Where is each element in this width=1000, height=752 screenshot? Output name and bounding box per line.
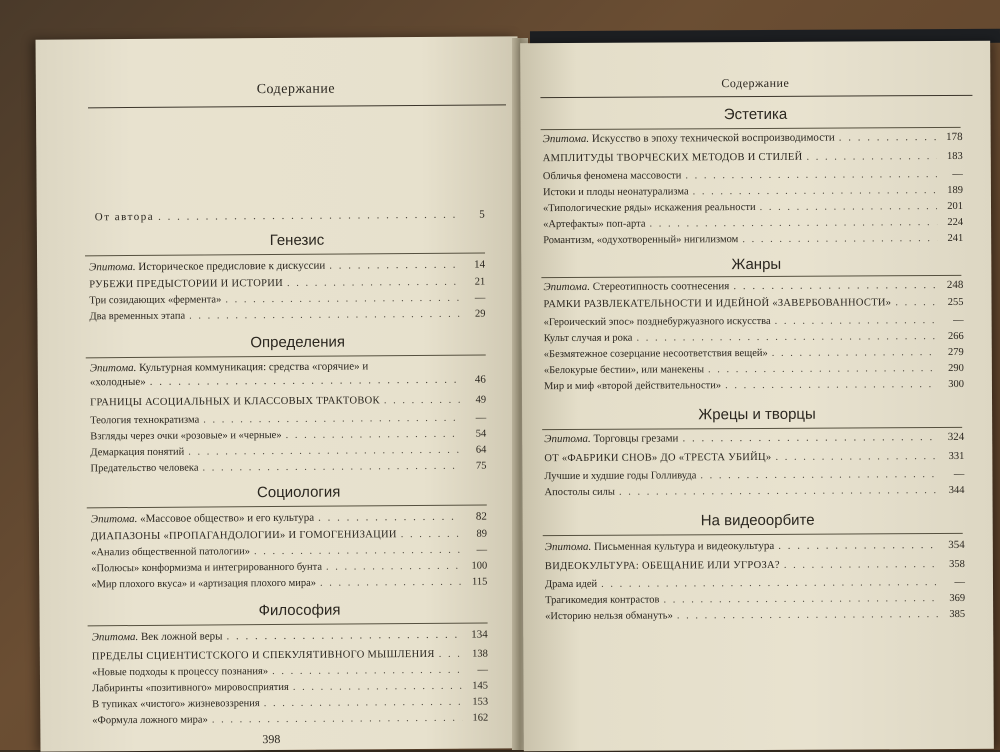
entry-page: 201 [947,200,964,213]
leader-dots [682,431,938,444]
section-rule [541,275,961,278]
entry-page: — [477,664,488,676]
entry-page: 14 [474,258,486,271]
toc-entry [90,359,486,390]
toc-entry [545,593,965,606]
entry-page: 5 [479,208,485,221]
entry-page: 75 [475,460,487,472]
toc-entry [89,293,485,307]
leader-dots [742,233,937,245]
header-rule [88,104,506,108]
epitome-label: Эпитома. [89,260,136,274]
toc-entry [89,277,485,291]
entry-page: 153 [472,696,489,708]
section-title-priests-and-creators: Жрецы и творцы [698,405,816,424]
toc-entry [92,665,488,679]
entry-page: 115 [471,576,488,588]
left-page [36,36,523,751]
entry-title: ДИАПАЗОНЫ «ПРОПАГАНДОЛОГИИ» И ГОМОГЕНИЗАЦИИ [90,529,397,543]
section-rule [541,127,961,130]
toc-entry [545,577,965,590]
section-rule [542,427,962,430]
toc-entry [92,649,488,663]
entry-title: Лучшие и худшие годы Голливуда [544,470,697,483]
entry-title: Культурная коммуникация: средства «горячие» и [139,360,369,374]
toc-entry [90,429,486,443]
entry-title: РУБЕЖИ ПРЕДЫСТОРИИ И ИСТОРИИ [89,277,284,291]
entry-page: 290 [948,362,964,374]
toc-entry [545,559,965,572]
entry-title: Истоки и плоды неонатурализма [542,186,689,199]
entry-page: 46 [474,373,486,386]
section-title-genres: Жанры [731,255,782,274]
entry-page: 354 [948,538,965,552]
leader-dots [212,713,463,726]
entry-title: Век ложной веры [140,630,223,643]
leader-dots [733,279,937,292]
leader-dots [318,511,461,524]
leader-dots [778,539,939,552]
entry-title: Драма идей [544,578,598,591]
toc-entry [92,697,488,711]
header-rule [540,95,972,98]
leader-dots [401,529,461,540]
leader-dots [320,577,461,589]
leader-dots [708,363,938,375]
epitome-label: Эпитома. [544,540,592,554]
section-title-philosophy: Философия [258,601,341,620]
toc-entry [543,185,963,198]
entry-page: 138 [472,648,488,660]
entry-title: Стереотипность соотнесения [592,280,730,293]
leader-dots [784,559,939,571]
entry-page: — [475,412,487,424]
entry-page: 300 [948,378,964,390]
leader-dots [895,297,937,308]
entry-page: 100 [471,560,488,572]
toc-entry [544,451,964,464]
toc-entry [90,413,486,427]
entry-title: Демаркация понятий [90,446,185,459]
entry-page: 49 [475,394,487,406]
right-page [520,41,994,751]
section-title-genesis: Генезис [269,231,325,250]
toc-entry [90,445,486,459]
entry-title: Мир и миф «второй действительности» [543,380,722,393]
leader-dots [619,485,939,498]
leader-dots [326,561,461,573]
leader-dots [760,201,937,213]
entry-title: «Безмятежное созерцание несоответствия вещей» [543,347,768,361]
leader-dots [188,445,460,458]
entry-page: — [474,292,486,304]
leader-dots [693,185,937,197]
entry-page: 89 [476,528,488,540]
toc-entry [92,713,488,727]
toc-entry [543,217,963,230]
epitome-label: Эпитома. [90,512,138,526]
entry-title: «Историю нельзя обмануть» [545,610,673,623]
leader-dots [839,131,937,144]
leader-dots [189,309,459,322]
entry-title: АМПЛИТУДЫ ТВОРЧЕСКИХ МЕТОДОВ И СТИЛЕЙ [542,151,803,165]
toc-entry [543,201,963,214]
entry-page: 385 [949,608,966,620]
leader-dots [254,545,461,557]
toc-entry [544,379,964,392]
entry-title: ГРАНИЦЫ АСОЦИАЛЬНЫХ И КЛАССОВЫХ ТРАКТОВОК [90,395,380,409]
entry-title: ОТ «ФАБРИКИ СНОВ» ДО «ТРЕСТА УБИЙЦ» [544,451,772,465]
leader-dots [725,379,938,391]
entry-title: «Анализ общественной патологии» [91,546,250,559]
entry-title: «Типологические ряды» искажения реальности [542,202,756,215]
entry-title: ВИДЕОКУЛЬТУРА: ОБЕЩАНИЕ ИЛИ УГРОЗА? [544,559,780,573]
toc-entry [89,259,485,274]
section-rule [88,623,488,627]
toc-entry [91,577,487,591]
entry-page: — [476,544,488,556]
entry-page: 266 [947,330,964,342]
entry-title-continued: «холодные» [89,375,146,389]
entry-title: ПРЕДЕЛЫ СЦИЕНТИСТСКОГО И СПЕКУЛЯТИВНОГО МЫШЛЕНИЯ [91,648,435,663]
entry-title: Культ случая и рока [543,332,633,345]
entry-title: Торговцы грезами [593,432,679,445]
entry-title: Апостолы силы [544,486,615,499]
toc-entry [543,151,963,164]
entry-title: «Полюсы» конформизма и интегрированного бунта [91,561,323,575]
leader-dots [775,451,938,463]
entry-title: «Артефакты» поп-арта [543,218,646,231]
toc-entry [545,539,965,553]
entry-title: Письменная культура и видеокультура [594,539,775,553]
running-head: Содержание [256,81,336,98]
section-rule [87,505,487,509]
toc-entry [89,309,485,323]
toc-entry [91,511,487,526]
entry-title: «Формула ложного мира» [92,714,208,727]
entry-page: 29 [474,308,486,320]
section-title-definitions: Определения [250,333,346,352]
entry-page: 279 [947,346,964,358]
toc-entry [543,279,963,293]
leader-dots [601,577,939,590]
leader-dots [225,293,459,306]
entry-page: 224 [947,216,964,229]
toc-entry [545,609,965,622]
epitome-label: Эпитома. [544,432,591,446]
section-rule [85,253,485,257]
toc-entry [544,315,964,328]
section-title-video-orbit: На видеоорбите [700,511,815,530]
leader-dots [649,217,937,230]
leader-dots [226,629,461,643]
entry-page: 54 [475,428,487,440]
toc-entry [543,297,963,310]
epitome-label: Эпитома. [542,132,590,146]
entry-page: 82 [475,510,487,523]
entry-page: 189 [947,184,963,197]
toc-entry [543,233,963,246]
entry-title: «Белокурые бестии», или манекены [543,364,705,377]
leader-dots [685,169,937,181]
toc-entry [91,545,487,559]
section-rule [543,533,963,536]
entry-page: 241 [947,232,964,245]
entry-page: — [953,314,964,326]
running-head: Содержание [721,75,790,91]
toc-entry [544,347,964,360]
entry-title: Лабиринты «позитивного» мировосприятия [92,681,289,695]
entry-page: 178 [946,130,963,144]
toc-entry [90,395,486,409]
entry-title: Предательство человека [90,462,199,475]
leader-dots [293,681,462,693]
section-rule [86,355,486,359]
toc-entry [543,169,963,182]
epitome-label: Эпитома. [89,361,137,375]
leader-dots [203,413,460,426]
entry-title: Историческое предисловие к дискуссии [138,259,326,273]
entry-title: «Новые подходы к процессу познания» [91,666,269,679]
entry-page: — [954,576,966,588]
toc-entry [544,363,964,376]
section-title-aesthetics: Эстетика [723,105,788,124]
entry-title: РАМКИ РАЗВЛЕКАТЕЛЬНОСТИ И ИДЕЙНОЙ «ЗАВЕРБОВАННОСТИ» [543,297,892,311]
leader-dots [329,259,459,272]
entry-page: 324 [947,430,965,444]
leader-dots [636,331,937,344]
entry-page: 358 [949,558,965,570]
leader-dots [772,347,938,359]
leader-dots [806,151,936,163]
entry-page: 183 [946,150,963,163]
entry-title: «Массовое общество» и его культура [140,511,315,525]
leader-dots [264,697,462,709]
entry-title: Трагикомедия контрастов [545,594,660,607]
entry-page: 248 [946,278,964,292]
toc-entry [91,561,487,575]
entry-title: Теология технократизма [90,414,200,427]
toc-entry [544,485,964,498]
entry-title: «Мир плохого вкуса» и «артизация плохого мира» [91,577,317,591]
entry-page: 255 [947,296,964,308]
leader-dots [700,469,938,481]
toc-entry [92,629,488,644]
leader-dots [384,395,460,407]
entry-title: Романтизм, «одухотворенный» нигилизмом [543,234,739,247]
entry-title: От автора [94,210,155,224]
toc-entry [544,469,964,482]
entry-page: 145 [472,680,489,692]
entry-page: 64 [475,444,487,456]
entry-title: Два временных этапа [89,310,186,323]
entry-page: 331 [948,450,965,462]
entry-page: 369 [949,592,966,604]
entry-title: Три созидающих «фермента» [89,294,222,307]
entry-page: — [953,468,965,480]
section-title-sociology: Социология [256,483,341,502]
entry-page: 344 [948,484,965,496]
toc-entry [91,529,487,543]
epitome-label: Эпитома. [543,280,590,294]
entry-title: Обличья феномена массовости [542,170,682,183]
toc-entry [543,131,963,145]
leader-dots [286,429,461,441]
toc-entry [544,331,964,344]
entry-title: В тупиках «чистого» жизневоззрения [92,698,260,711]
entry-page: 162 [472,712,489,724]
leader-dots [158,209,459,223]
epitome-label: Эпитома. [91,630,139,644]
leader-dots [663,593,939,605]
entry-title: Искусство в эпоху технической воспроизводимости [591,131,835,145]
entry-title: «Героический эпос» позднебуржуазного искусства [543,315,771,329]
page-number: 398 [262,731,281,747]
leader-dots [287,277,459,289]
toc-entry [92,681,488,695]
leader-dots [677,609,939,621]
leader-dots [272,665,462,677]
leader-dots [202,461,460,474]
toc-entry [544,431,964,445]
entry-page: — [952,168,963,180]
entry-page: 134 [471,628,488,641]
leader-dots [775,315,938,327]
entry-title: Взгляды через очки «розовые» и «черные» [90,429,282,443]
toc-entry [90,461,486,475]
leader-dots [150,373,460,389]
leader-dots [439,649,462,660]
entry-page: 21 [474,276,486,288]
toc-entry-from-author [95,209,485,224]
